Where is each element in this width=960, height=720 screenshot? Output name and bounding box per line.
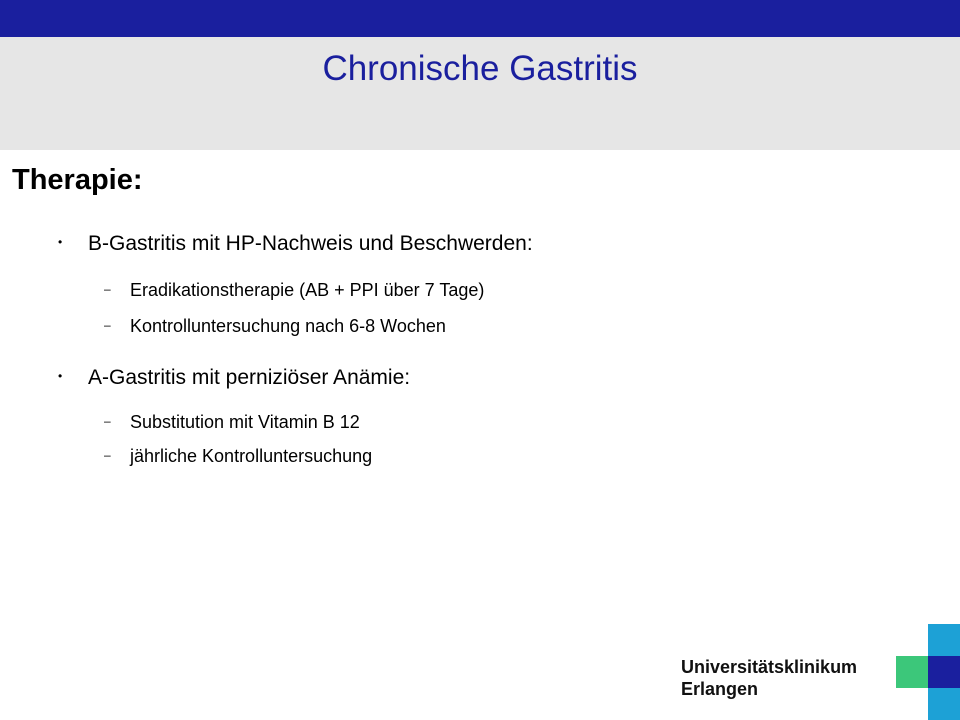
logo-square-cyan-top xyxy=(928,624,960,656)
bullet-text: A-Gastritis mit perniziöser Anämie: xyxy=(88,366,411,389)
logo-square-green xyxy=(896,656,928,688)
dash-icon: – xyxy=(104,414,111,429)
sub-item xyxy=(104,280,484,301)
dash-icon: – xyxy=(104,318,111,333)
slide-title: Chronische Gastritis xyxy=(322,49,638,88)
sub-item xyxy=(104,316,446,337)
sub-item-text: Eradikationstherapie (AB + PPI über 7 Tage) xyxy=(130,280,485,300)
bullet-item xyxy=(58,232,533,256)
sub-item xyxy=(104,412,360,433)
logo-line-2: Erlangen xyxy=(681,679,759,699)
bullet-dot-icon: • xyxy=(58,235,63,250)
university-logo-text xyxy=(681,656,857,700)
logo-square-cyan-bottom xyxy=(928,688,960,720)
logo-line-1: Universitätsklinikum xyxy=(681,657,858,677)
dash-icon: – xyxy=(104,282,111,297)
section-heading: Therapie: xyxy=(12,164,143,196)
sub-item-text: jährliche Kontrolluntersuchung xyxy=(130,446,373,466)
bullet-item xyxy=(58,366,410,390)
top-accent-bar xyxy=(0,0,960,37)
logo-square-blue xyxy=(928,656,960,688)
bullet-dot-icon: • xyxy=(58,369,63,384)
sub-item-text: Kontrolluntersuchung nach 6-8 Wochen xyxy=(130,316,446,336)
sub-item-text: Substitution mit Vitamin B 12 xyxy=(130,412,360,432)
dash-icon: – xyxy=(104,448,111,463)
bullet-text: B-Gastritis mit HP-Nachweis und Beschwerden: xyxy=(88,232,533,255)
sub-item xyxy=(104,446,372,467)
